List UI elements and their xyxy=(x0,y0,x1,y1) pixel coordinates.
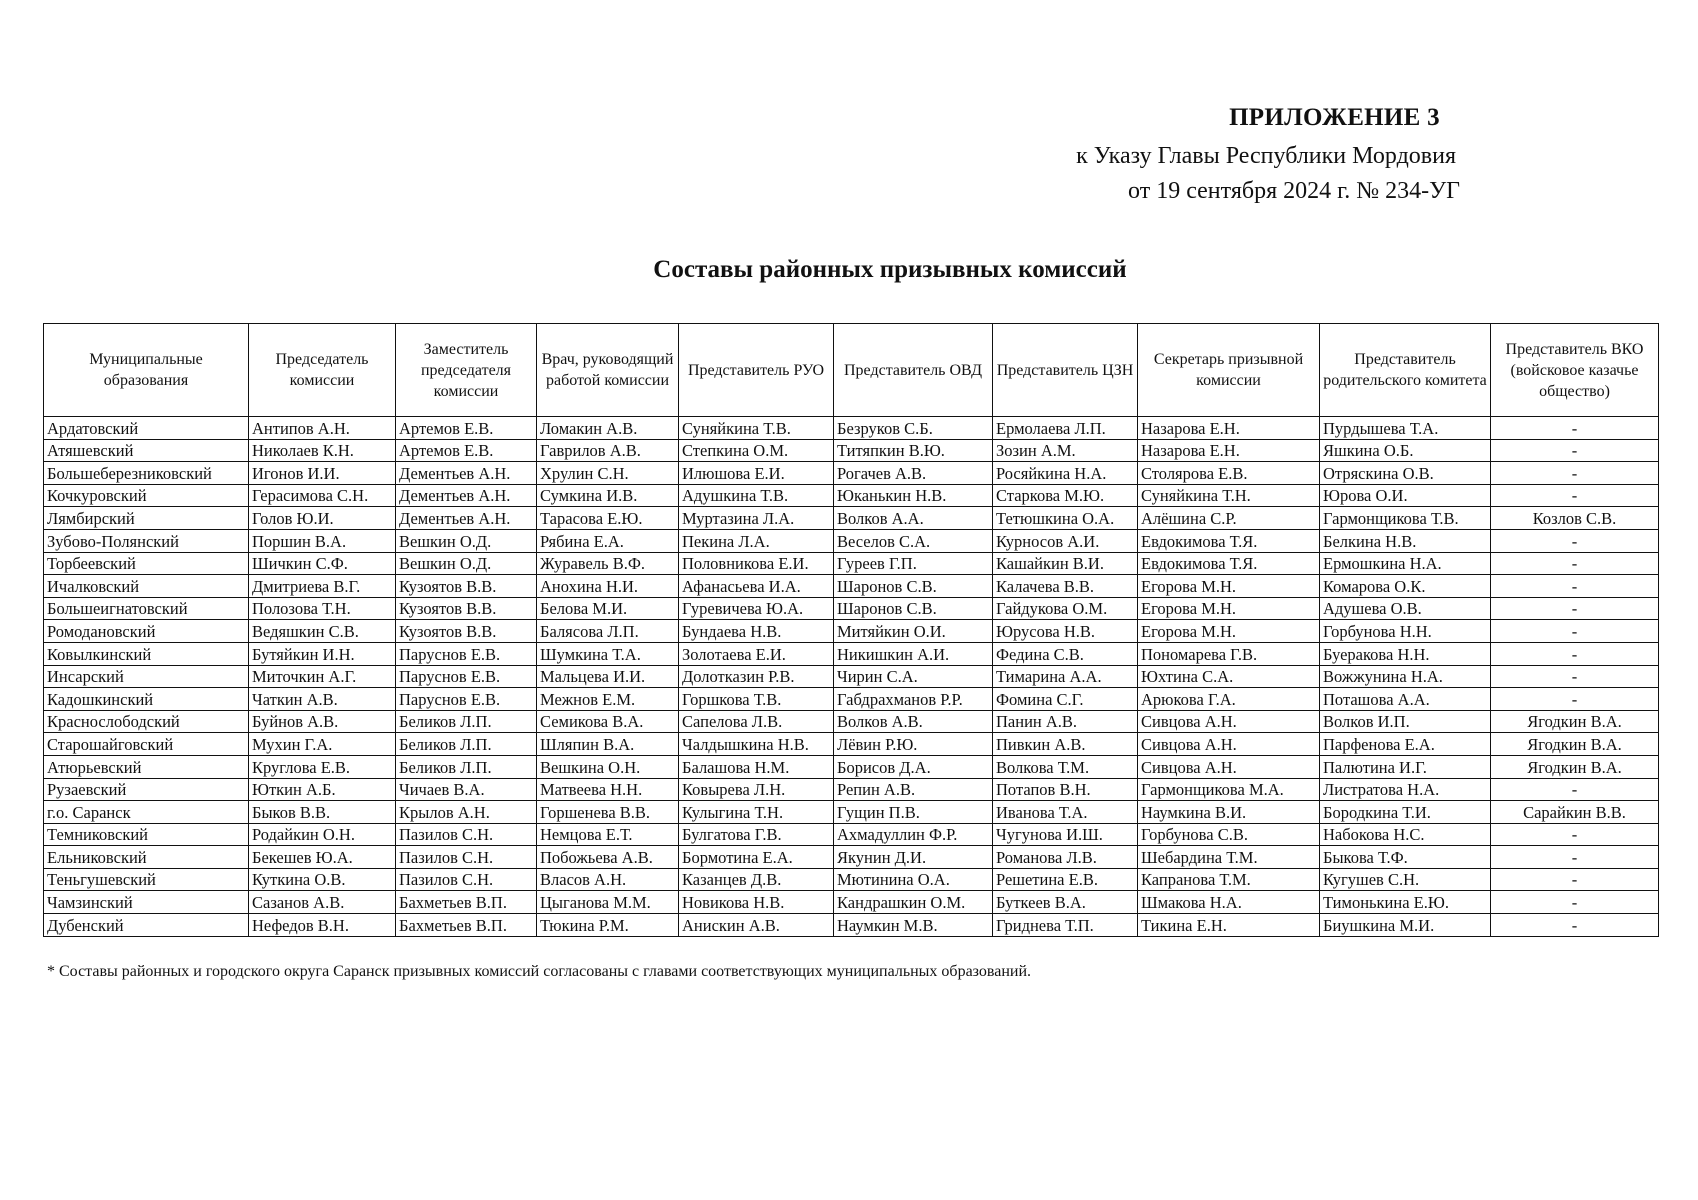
table-cell: Ведяшкин С.В. xyxy=(249,620,396,643)
table-cell: Тимонькина Е.Ю. xyxy=(1320,891,1491,914)
table-cell: Сивцова А.Н. xyxy=(1138,755,1320,778)
table-cell: Паруснов Е.В. xyxy=(396,642,537,665)
table-cell: Ермолаева Л.П. xyxy=(993,417,1138,440)
table-cell: Ягодкин В.А. xyxy=(1491,755,1659,778)
table-cell: Золотаева Е.И. xyxy=(679,642,834,665)
municipality-cell: Рузаевский xyxy=(44,778,249,801)
table-cell: Безруков С.Б. xyxy=(834,417,993,440)
document-title: Составы районных призывных комиссий xyxy=(653,256,1127,283)
table-cell: Фомина С.Г. xyxy=(993,688,1138,711)
table-cell: Набокова Н.С. xyxy=(1320,823,1491,846)
table-cell: Кугушев С.Н. xyxy=(1320,868,1491,891)
table-cell: Поршин В.А. xyxy=(249,529,396,552)
table-cell: Белкина Н.В. xyxy=(1320,529,1491,552)
table-cell: Биушкина М.И. xyxy=(1320,914,1491,937)
table-cell: Полозова Т.Н. xyxy=(249,597,396,620)
col-header: Муниципальные образования xyxy=(44,324,249,417)
table-cell: Горшкова Т.В. xyxy=(679,688,834,711)
col-header: Представитель ВКО (войсковое казачье общество) xyxy=(1491,324,1659,417)
municipality-cell: Атяшевский xyxy=(44,439,249,462)
table-cell: Егорова М.Н. xyxy=(1138,575,1320,598)
table-row xyxy=(44,914,1659,937)
appendix-title: ПРИЛОЖЕНИЕ 3 xyxy=(1229,104,1440,131)
table-cell: Вешкина О.Н. xyxy=(537,755,679,778)
table-cell: Бекешев Ю.А. xyxy=(249,846,396,869)
table-cell: - xyxy=(1491,868,1659,891)
municipality-cell: Большеигнатовский xyxy=(44,597,249,620)
municipality-cell: г.о. Саранск xyxy=(44,801,249,824)
municipality-cell: Атюрьевский xyxy=(44,755,249,778)
table-cell: Балашова Н.М. xyxy=(679,755,834,778)
table-cell: Калачева В.В. xyxy=(993,575,1138,598)
table-cell: - xyxy=(1491,439,1659,462)
table-cell: Рогачев А.В. xyxy=(834,462,993,485)
table-cell: Буткеев В.А. xyxy=(993,891,1138,914)
table-cell: Игонов И.И. xyxy=(249,462,396,485)
table-cell: Веселов С.А. xyxy=(834,529,993,552)
table-cell: Беликов Л.П. xyxy=(396,755,537,778)
table-row xyxy=(44,575,1659,598)
municipality-cell: Большеберезниковский xyxy=(44,462,249,485)
table-cell: Артемов Е.В. xyxy=(396,417,537,440)
table-cell: - xyxy=(1491,529,1659,552)
table-cell: - xyxy=(1491,620,1659,643)
table-cell: - xyxy=(1491,846,1659,869)
table-cell: - xyxy=(1491,597,1659,620)
table-cell: Куткина О.В. xyxy=(249,868,396,891)
table-cell: Дмитриева В.Г. xyxy=(249,575,396,598)
table-row xyxy=(44,755,1659,778)
table-cell: Гаврилов А.В. xyxy=(537,439,679,462)
table-cell: Вешкин О.Д. xyxy=(396,529,537,552)
table-cell: - xyxy=(1491,891,1659,914)
municipality-cell: Инсарский xyxy=(44,665,249,688)
table-cell: Паруснов Е.В. xyxy=(396,665,537,688)
table-cell: Герасимова С.Н. xyxy=(249,484,396,507)
table-cell: Цыганова М.М. xyxy=(537,891,679,914)
table-cell: Анискин А.В. xyxy=(679,914,834,937)
municipality-cell: Ромодановский xyxy=(44,620,249,643)
table-cell: Крылов А.Н. xyxy=(396,801,537,824)
table-cell: Голов Ю.И. xyxy=(249,507,396,530)
table-cell: Пазилов С.Н. xyxy=(396,868,537,891)
table-cell: Панин А.В. xyxy=(993,710,1138,733)
municipality-cell: Ковылкинский xyxy=(44,642,249,665)
table-cell: Артемов Е.В. xyxy=(396,439,537,462)
table-cell: Наумкин М.В. xyxy=(834,914,993,937)
table-cell: Долотказин Р.В. xyxy=(679,665,834,688)
table-cell: Ермошкина Н.А. xyxy=(1320,552,1491,575)
table-cell: Столярова Е.В. xyxy=(1138,462,1320,485)
table-cell: Николаев К.Н. xyxy=(249,439,396,462)
table-cell: Быкова Т.Ф. xyxy=(1320,846,1491,869)
table-cell: Борисов Д.А. xyxy=(834,755,993,778)
municipality-cell: Чамзинский xyxy=(44,891,249,914)
table-cell: Габдрахманов Р.Р. xyxy=(834,688,993,711)
table-cell: Митяйкин О.И. xyxy=(834,620,993,643)
col-header: Представитель родительского комитета xyxy=(1320,324,1491,417)
table-cell: Сапелова Л.В. xyxy=(679,710,834,733)
table-cell: Круглова Е.В. xyxy=(249,755,396,778)
table-row xyxy=(44,891,1659,914)
table-cell: Тетюшкина О.А. xyxy=(993,507,1138,530)
table-cell: Волков А.А. xyxy=(834,507,993,530)
table-cell: Козлов С.В. xyxy=(1491,507,1659,530)
table-cell: Юхтина С.А. xyxy=(1138,665,1320,688)
municipality-cell: Зубово-Полянский xyxy=(44,529,249,552)
table-cell: Бутяйкин И.Н. xyxy=(249,642,396,665)
table-cell: Буйнов А.В. xyxy=(249,710,396,733)
table-cell: Сазанов А.В. xyxy=(249,891,396,914)
table-cell: Межнов Е.М. xyxy=(537,688,679,711)
table-cell: Арюкова Г.А. xyxy=(1138,688,1320,711)
table-cell: Бахметьев В.П. xyxy=(396,891,537,914)
table-cell: Наумкина В.И. xyxy=(1138,801,1320,824)
table-cell: Анохина Н.И. xyxy=(537,575,679,598)
col-header: Секретарь призывной комиссии xyxy=(1138,324,1320,417)
table-cell: Степкина О.М. xyxy=(679,439,834,462)
table-cell: Палютина И.Г. xyxy=(1320,755,1491,778)
table-cell: - xyxy=(1491,642,1659,665)
table-cell: Дементьев А.Н. xyxy=(396,484,537,507)
table-cell: Поташова А.А. xyxy=(1320,688,1491,711)
table-cell: Гуревичева Ю.А. xyxy=(679,597,834,620)
table-cell: Вешкин О.Д. xyxy=(396,552,537,575)
table-cell: Ахмадуллин Ф.Р. xyxy=(834,823,993,846)
table-cell: Гущин П.В. xyxy=(834,801,993,824)
table-cell: Афанасьева И.А. xyxy=(679,575,834,598)
table-cell: - xyxy=(1491,484,1659,507)
table-cell: Беликов Л.П. xyxy=(396,710,537,733)
table-cell: Репин А.В. xyxy=(834,778,993,801)
municipality-cell: Старошайговский xyxy=(44,733,249,756)
table-cell: Волков А.В. xyxy=(834,710,993,733)
table-cell: Пазилов С.Н. xyxy=(396,846,537,869)
table-cell: Решетина Е.В. xyxy=(993,868,1138,891)
table-cell: Старкова М.Ю. xyxy=(993,484,1138,507)
commissions-table xyxy=(43,323,1659,937)
table-cell: Белова М.И. xyxy=(537,597,679,620)
municipality-cell: Торбеевский xyxy=(44,552,249,575)
table-cell: Волков И.П. xyxy=(1320,710,1491,733)
table-cell: Пекина Л.А. xyxy=(679,529,834,552)
table-cell: Сумкина И.В. xyxy=(537,484,679,507)
table-cell: Ломакин А.В. xyxy=(537,417,679,440)
table-row xyxy=(44,823,1659,846)
table-cell: Чичаев В.А. xyxy=(396,778,537,801)
table-row xyxy=(44,439,1659,462)
table-cell: Юканькин Н.В. xyxy=(834,484,993,507)
table-cell: Бородкина Т.И. xyxy=(1320,801,1491,824)
table-cell: Листратова Н.А. xyxy=(1320,778,1491,801)
table-cell: Комарова О.К. xyxy=(1320,575,1491,598)
table-cell: Половникова Е.И. xyxy=(679,552,834,575)
table-cell: Новикова Н.В. xyxy=(679,891,834,914)
table-cell: Пазилов С.Н. xyxy=(396,823,537,846)
municipality-cell: Кочкуровский xyxy=(44,484,249,507)
table-cell: Шаронов С.В. xyxy=(834,575,993,598)
table-cell: Евдокимова Т.Я. xyxy=(1138,529,1320,552)
table-cell: Балясова Л.П. xyxy=(537,620,679,643)
table-row xyxy=(44,778,1659,801)
table-cell: Быков В.В. xyxy=(249,801,396,824)
table-row xyxy=(44,665,1659,688)
col-header: Представитель ОВД xyxy=(834,324,993,417)
table-cell: Миточкин А.Г. xyxy=(249,665,396,688)
table-row xyxy=(44,733,1659,756)
table-row xyxy=(44,417,1659,440)
table-row xyxy=(44,484,1659,507)
table-cell: Казанцев Д.В. xyxy=(679,868,834,891)
table-cell: Шебардина Т.М. xyxy=(1138,846,1320,869)
table-cell: Кашайкин В.И. xyxy=(993,552,1138,575)
table-cell: Дементьев А.Н. xyxy=(396,462,537,485)
table-cell: Горбунова С.В. xyxy=(1138,823,1320,846)
table-cell: Бундаева Н.В. xyxy=(679,620,834,643)
table-cell: Побожьева А.В. xyxy=(537,846,679,869)
table-cell: Чугунова И.Ш. xyxy=(993,823,1138,846)
table-cell: Юткин А.Б. xyxy=(249,778,396,801)
table-cell: Тикина Е.Н. xyxy=(1138,914,1320,937)
table-cell: Вожжунина Н.А. xyxy=(1320,665,1491,688)
col-header: Председатель комиссии xyxy=(249,324,396,417)
table-cell: Рябина Е.А. xyxy=(537,529,679,552)
table-cell: Тимарина А.А. xyxy=(993,665,1138,688)
table-cell: Егорова М.Н. xyxy=(1138,620,1320,643)
table-cell: Назарова Е.Н. xyxy=(1138,439,1320,462)
table-cell: Мальцева И.И. xyxy=(537,665,679,688)
table-cell: - xyxy=(1491,575,1659,598)
table-cell: Беликов Л.П. xyxy=(396,733,537,756)
table-cell: Бормотина Е.А. xyxy=(679,846,834,869)
table-cell: Волкова Т.М. xyxy=(993,755,1138,778)
table-cell: Парфенова Е.А. xyxy=(1320,733,1491,756)
table-cell: Хрулин С.Н. xyxy=(537,462,679,485)
table-cell: Гуреев Г.П. xyxy=(834,552,993,575)
table-cell: Сарайкин В.В. xyxy=(1491,801,1659,824)
appendix-date-number: от 19 сентября 2024 г. № 234-УГ xyxy=(1128,178,1460,204)
table-cell: Семикова В.А. xyxy=(537,710,679,733)
table-cell: Алёшина С.Р. xyxy=(1138,507,1320,530)
table-cell: Ягодкин В.А. xyxy=(1491,710,1659,733)
col-header: Заместитель председателя комиссии xyxy=(396,324,537,417)
table-cell: Лёвин Р.Ю. xyxy=(834,733,993,756)
municipality-cell: Лямбирский xyxy=(44,507,249,530)
table-row xyxy=(44,507,1659,530)
table-cell: Журавель В.Ф. xyxy=(537,552,679,575)
municipality-cell: Кадошкинский xyxy=(44,688,249,711)
table-cell: Адушкина Т.В. xyxy=(679,484,834,507)
table-cell: Булгатова Г.В. xyxy=(679,823,834,846)
municipality-cell: Ардатовский xyxy=(44,417,249,440)
table-cell: Кандрашкин О.М. xyxy=(834,891,993,914)
table-cell: - xyxy=(1491,688,1659,711)
table-cell: Ковырева Л.Н. xyxy=(679,778,834,801)
table-cell: Буеракова Н.Н. xyxy=(1320,642,1491,665)
col-header: Представитель РУО xyxy=(679,324,834,417)
table-cell: Шмакова Н.А. xyxy=(1138,891,1320,914)
table-row xyxy=(44,529,1659,552)
table-cell: Муртазина Л.А. xyxy=(679,507,834,530)
municipality-cell: Дубенский xyxy=(44,914,249,937)
table-cell: Шичкин С.Ф. xyxy=(249,552,396,575)
table-cell: Потапов В.Н. xyxy=(993,778,1138,801)
appendix-decree-ref: к Указу Главы Республики Мордовия xyxy=(1076,143,1456,169)
municipality-cell: Темниковский xyxy=(44,823,249,846)
table-cell: Федина С.В. xyxy=(993,642,1138,665)
table-row xyxy=(44,642,1659,665)
table-cell: Суняйкина Т.Н. xyxy=(1138,484,1320,507)
table-cell: Юрусова Н.В. xyxy=(993,620,1138,643)
table-cell: Гриднева Т.П. xyxy=(993,914,1138,937)
table-cell: Тюкина Р.М. xyxy=(537,914,679,937)
table-cell: Якунин Д.И. xyxy=(834,846,993,869)
table-cell: Мютинина О.А. xyxy=(834,868,993,891)
table-cell: Чирин С.А. xyxy=(834,665,993,688)
table-cell: Пурдышева Т.А. xyxy=(1320,417,1491,440)
table-cell: Титяпкин В.Ю. xyxy=(834,439,993,462)
municipality-cell: Краснослободский xyxy=(44,710,249,733)
municipality-cell: Теньгушевский xyxy=(44,868,249,891)
table-cell: Евдокимова Т.Я. xyxy=(1138,552,1320,575)
table-cell: - xyxy=(1491,914,1659,937)
table-cell: Юрова О.И. xyxy=(1320,484,1491,507)
table-row xyxy=(44,597,1659,620)
table-cell: Шумкина Т.А. xyxy=(537,642,679,665)
table-cell: Родайкин О.Н. xyxy=(249,823,396,846)
table-cell: Паруснов Е.В. xyxy=(396,688,537,711)
table-row xyxy=(44,462,1659,485)
table-cell: Чалдышкина Н.В. xyxy=(679,733,834,756)
footnote: * Составы районных и городского округа Саранск призывных комиссий согласованы с главами соответствующих муниципальных образований. xyxy=(47,963,1032,980)
table-cell: Ягодкин В.А. xyxy=(1491,733,1659,756)
table-row xyxy=(44,846,1659,869)
table-cell: Гармонщикова М.А. xyxy=(1138,778,1320,801)
table-row xyxy=(44,552,1659,575)
table-cell: Гармонщикова Т.В. xyxy=(1320,507,1491,530)
table-cell: Гайдукова О.М. xyxy=(993,597,1138,620)
table-cell: Шляпин В.А. xyxy=(537,733,679,756)
table-row xyxy=(44,801,1659,824)
table-cell: Матвеева Н.Н. xyxy=(537,778,679,801)
table-cell: Тарасова Е.Ю. xyxy=(537,507,679,530)
table-cell: Кузоятов В.В. xyxy=(396,597,537,620)
table-cell: Егорова М.Н. xyxy=(1138,597,1320,620)
table-cell: - xyxy=(1491,462,1659,485)
table-cell: Кузоятов В.В. xyxy=(396,620,537,643)
table-cell: Назарова Е.Н. xyxy=(1138,417,1320,440)
table-cell: Горшенева В.В. xyxy=(537,801,679,824)
table-cell: Зозин А.М. xyxy=(993,439,1138,462)
table-cell: Никишкин А.И. xyxy=(834,642,993,665)
table-cell: Немцова Е.Т. xyxy=(537,823,679,846)
table-cell: Иванова Т.А. xyxy=(993,801,1138,824)
table-cell: Курносов А.И. xyxy=(993,529,1138,552)
table-row xyxy=(44,620,1659,643)
table-cell: - xyxy=(1491,417,1659,440)
table-row xyxy=(44,868,1659,891)
table-cell: Адушева О.В. xyxy=(1320,597,1491,620)
table-cell: Пивкин А.В. xyxy=(993,733,1138,756)
table-cell: Кулыгина Т.Н. xyxy=(679,801,834,824)
table-cell: Сивцова А.Н. xyxy=(1138,710,1320,733)
table-cell: Суняйкина Т.В. xyxy=(679,417,834,440)
table-cell: Капранова Т.М. xyxy=(1138,868,1320,891)
col-header: Представитель ЦЗН xyxy=(993,324,1138,417)
table-cell: Власов А.Н. xyxy=(537,868,679,891)
table-cell: - xyxy=(1491,665,1659,688)
table-cell: Илюшова Е.И. xyxy=(679,462,834,485)
table-cell: - xyxy=(1491,552,1659,575)
table-cell: Сивцова А.Н. xyxy=(1138,733,1320,756)
table-cell: Яшкина О.Б. xyxy=(1320,439,1491,462)
table-row xyxy=(44,688,1659,711)
table-cell: Кузоятов В.В. xyxy=(396,575,537,598)
municipality-cell: Ельниковский xyxy=(44,846,249,869)
table-cell: Чаткин А.В. xyxy=(249,688,396,711)
table-cell: Антипов А.Н. xyxy=(249,417,396,440)
table-cell: - xyxy=(1491,778,1659,801)
table-cell: Шаронов С.В. xyxy=(834,597,993,620)
table-cell: Романова Л.В. xyxy=(993,846,1138,869)
table-cell: - xyxy=(1491,823,1659,846)
table-cell: Мухин Г.А. xyxy=(249,733,396,756)
table-row xyxy=(44,710,1659,733)
table-cell: Нефедов В.Н. xyxy=(249,914,396,937)
table-cell: Горбунова Н.Н. xyxy=(1320,620,1491,643)
table-header-row xyxy=(44,324,1659,417)
table-cell: Пономарева Г.В. xyxy=(1138,642,1320,665)
table-cell: Отряскина О.В. xyxy=(1320,462,1491,485)
table-cell: Росяйкина Н.А. xyxy=(993,462,1138,485)
table-cell: Бахметьев В.П. xyxy=(396,914,537,937)
col-header: Врач, руководящий работой комиссии xyxy=(537,324,679,417)
table-cell: Дементьев А.Н. xyxy=(396,507,537,530)
municipality-cell: Ичалковский xyxy=(44,575,249,598)
